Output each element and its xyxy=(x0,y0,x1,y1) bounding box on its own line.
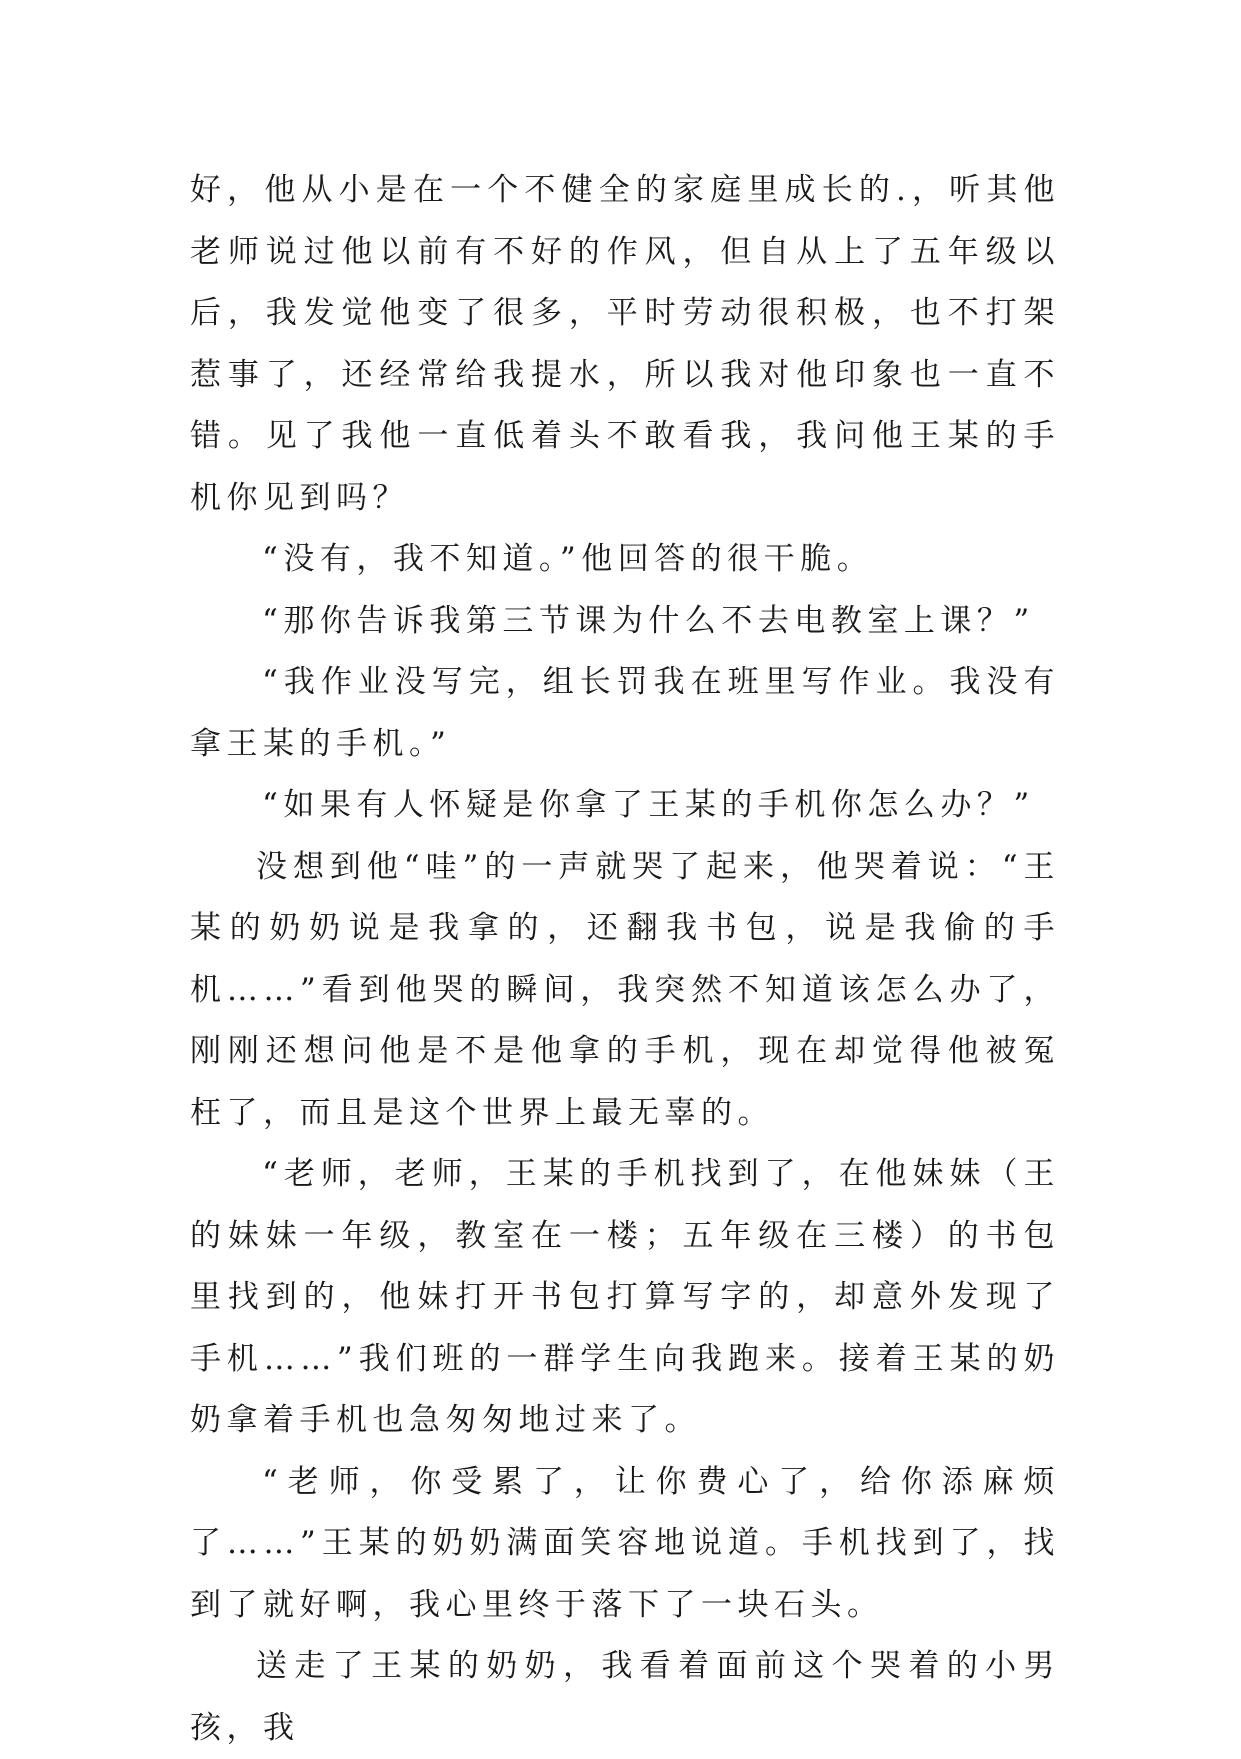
paragraph-5: “如果有人怀疑是你拿了王某的手机你怎么办？” xyxy=(262,787,1035,823)
paragraph-6: 没想到他“哇”的一声就哭了起来，他哭着说：“王某的奶奶说是我拿的，还翻我书包，说是我偷的手机……”看到他哭的瞬间，我突然不知道该怎么办了，刚刚还想问他是不是他拿的手机，现在却觉得他被冤枉了，而且是这个世界上最无辜的。 xyxy=(190,848,1060,1131)
paragraph-7: “老师，老师，王某的手机找到了，在他妹妹（王的妹妹一年级，教室在一楼；五年级在三楼）的书包里找到的，他妹打开书包打算写字的，却意外发现了手机……”我们班的一群学生向我跑来。接着王某的奶奶拿着手机也急匆匆地过来了。 xyxy=(190,1156,1060,1438)
paragraph-4: “我作业没写完，组长罚我在班里写作业。我没有拿王某的手机。” xyxy=(190,664,1060,762)
paragraph-2: “没有，我不知道。”他回答的很干脆。 xyxy=(262,541,874,577)
document-page xyxy=(190,160,1060,1759)
paragraph-1: 好，他从小是在一个不健全的家庭里成长的.，听其他老师说过他以前有不好的作风，但自从上了五年级以后，我发觉他变了很多，平时劳动很积极，也不打架惹事了，还经常给我提水，所以我对他印象也一直不错。见了我他一直低着头不敢看我，我问他王某的手机你见到吗？ xyxy=(190,172,1060,516)
paragraph-9: 送走了王某的奶奶，我看着面前这个哭着的小男孩，我 xyxy=(190,1648,1060,1746)
paragraph-3: “那你告诉我第三节课为什么不去电教室上课？” xyxy=(262,602,1035,639)
paragraph-8: “老师，你受累了，让你费心了，给你添麻烦了……”王某的奶奶满面笑容地说道。手机找到了，找到了就好啊，我心里终于落下了一块石头。 xyxy=(190,1463,1060,1623)
